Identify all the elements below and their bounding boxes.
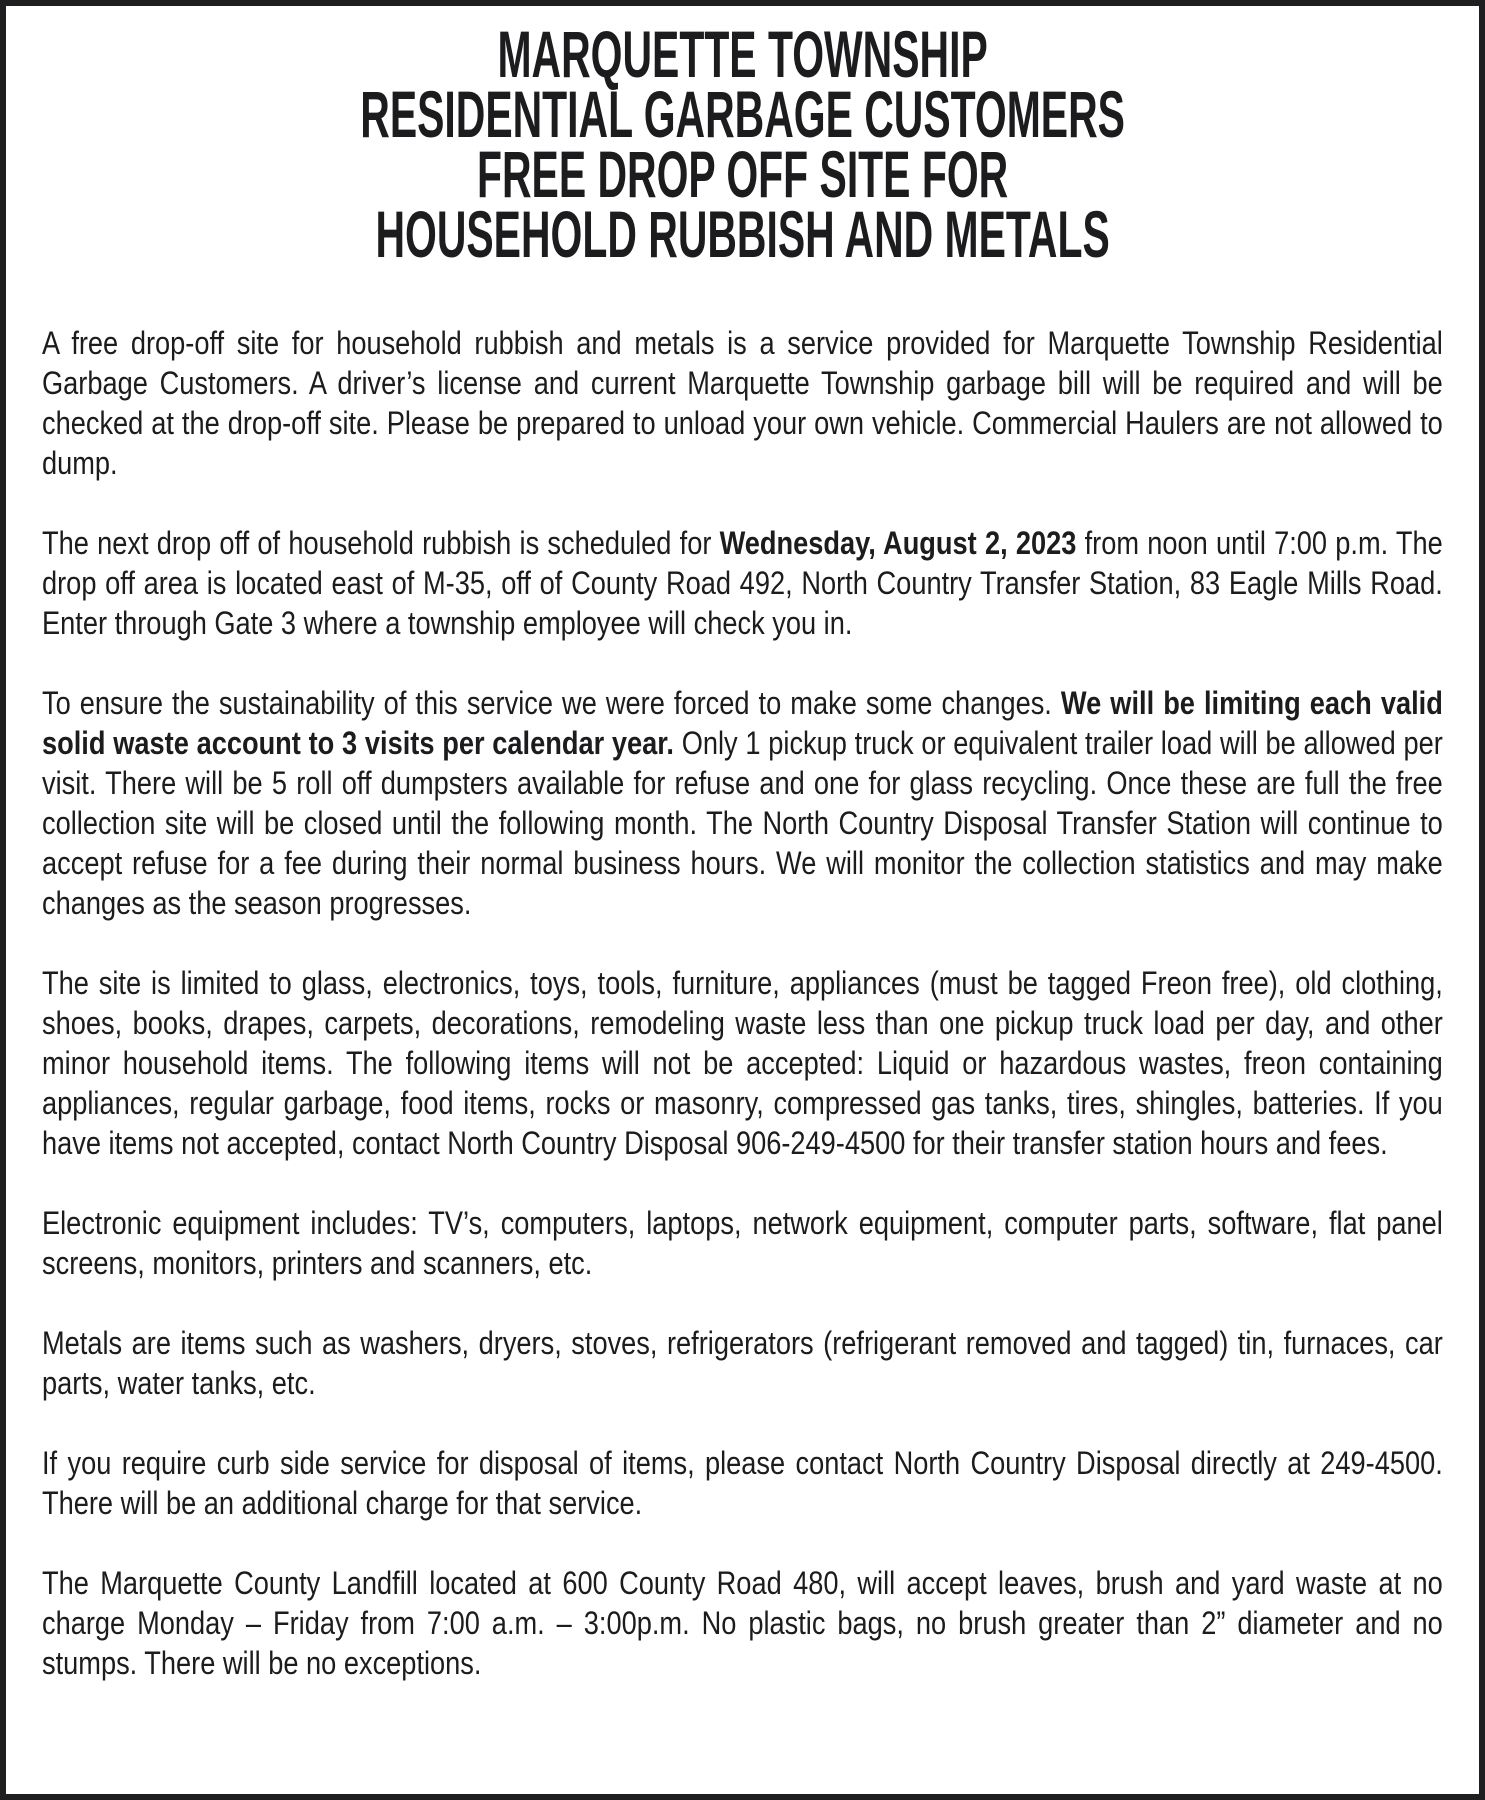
text-segment: Metals are items such as washers, dryers, stoves, refrigerators (refrigerant removed and tagged) tin, furnaces, car parts, water tanks, etc.	[42, 1325, 1443, 1401]
bold-text-segment: We will be limiting each valid solid waste account to 3 visits per calendar year.	[42, 685, 1443, 761]
paragraph-7	[42, 1443, 1443, 1523]
text-segment: If you require curb side service for disposal of items, please contact North Country Disposal directly at 249-4500. There will be an additional charge for that service.	[42, 1445, 1443, 1521]
text-segment: The next drop off of household rubbish is scheduled for	[42, 525, 720, 561]
title-line-2: RESIDENTIAL GARBAGE CUSTOMERS	[360, 77, 1125, 151]
text-segment: To ensure the sustainability of this service we were forced to make some changes.	[42, 685, 1061, 721]
paragraph-6	[42, 1323, 1443, 1403]
title-line-3: FREE DROP OFF SITE FOR	[476, 137, 1009, 211]
title-line-4: HOUSEHOLD RUBBISH AND METALS	[375, 197, 1110, 271]
paragraph-3	[42, 683, 1443, 923]
text-segment: Only 1 pickup truck or equivalent trailer load will be allowed per visit. There will be 5 roll off dumpsters available for refuse and one for glass recycling. Once these are full the free collection site will be closed until the following month. The North Country Disposal Transfer Station will continue to accept refuse for a fee during their normal business hours. We will monitor the collection statistics and may make changes as the season progresses.	[42, 725, 1443, 921]
text-segment: The site is limited to glass, electronics, toys, tools, furniture, appliances (must be tagged Freon free), old clothing, shoes, books, drapes, carpets, decorations, remodeling waste less than one pickup truck load per day, and other minor household items. The following items will not be accepted: Liquid or hazardous wastes, freon containing appliances, regular garbage, food items, rocks or masonry, compressed gas tanks, tires, shingles, batteries. If you have items not accepted, contact North Country Disposal 906-249-4500 for their transfer station hours and fees.	[42, 965, 1443, 1161]
text-segment: from noon until 7:00 p.m. The drop off area is located east of M-35, off of County Road 492, North Country Transfer Station, 83 Eagle Mills Road. Enter through Gate 3 where a township employee will check you in.	[42, 525, 1443, 641]
paragraph-8	[42, 1563, 1443, 1683]
text-segment: Electronic equipment includes: TV’s, computers, laptops, network equipment, computer parts, software, flat panel screens, monitors, printers and scanners, etc.	[42, 1205, 1443, 1281]
paragraph-2	[42, 523, 1443, 643]
text-segment: A free drop-off site for household rubbish and metals is a service provided for Marquette Township Residential Garbage Customers. A driver’s license and current Marquette Township garbage bill will be required and will be checked at the drop-off site. Please be prepared to unload your own vehicle. Commercial Haulers are not allowed to dump.	[42, 325, 1443, 481]
paragraph-1	[42, 323, 1443, 483]
title-line-1: MARQUETTE TOWNSHIP	[497, 17, 988, 91]
notice-title	[42, 17, 1443, 271]
notice-body	[42, 323, 1443, 1683]
paragraph-4	[42, 963, 1443, 1163]
bold-text-segment: Wednesday, August 2, 2023	[719, 525, 1077, 561]
paragraph-5	[42, 1203, 1443, 1283]
text-segment: The Marquette County Landfill located at 600 County Road 480, will accept leaves, brush and yard waste at no charge Monday – Friday from 7:00 a.m. – 3:00p.m. No plastic bags, no brush greater than 2” diameter and no stumps. There will be no exceptions.	[42, 1565, 1443, 1681]
